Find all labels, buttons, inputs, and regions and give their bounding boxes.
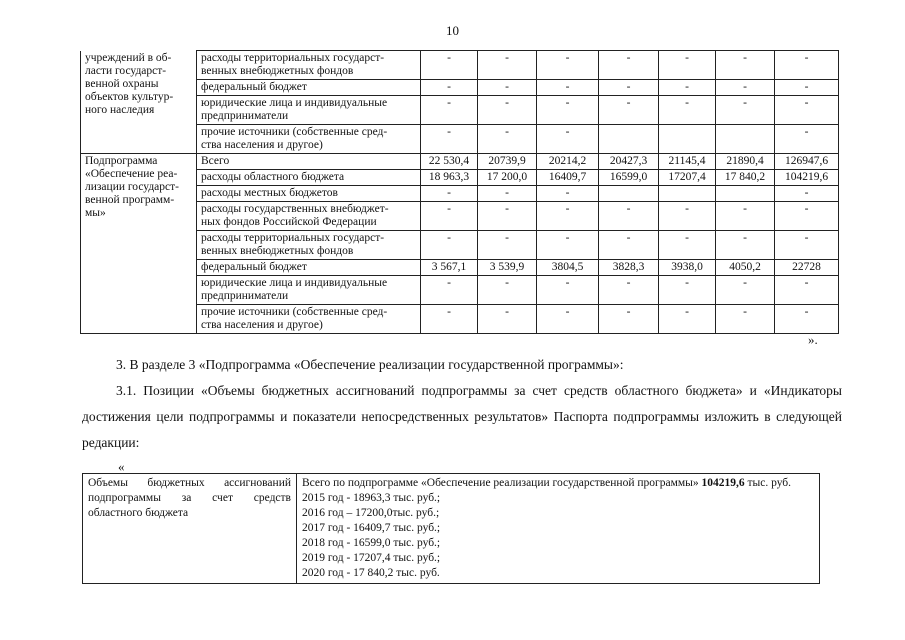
- value-cell: 3 567,1: [421, 260, 478, 276]
- table-row: [81, 154, 839, 170]
- value-cell: -: [421, 276, 478, 305]
- row-group-name: Подпрограмма «Обеспечение реа- лизации государст- венной программ- мы»: [81, 154, 197, 334]
- value-cell: 17 840,2: [716, 170, 775, 186]
- value-cell: 17 200,0: [478, 170, 537, 186]
- value-cell: -: [537, 276, 599, 305]
- passport-content: [297, 474, 820, 584]
- value-cell: -: [599, 276, 659, 305]
- value-cell: -: [659, 202, 716, 231]
- year-line: 2016 год – 17200,0тыс. руб.;: [302, 507, 440, 519]
- value-cell: 22728: [775, 260, 839, 276]
- value-cell: -: [775, 231, 839, 260]
- funding-source: расходы областного бюджета: [197, 170, 421, 186]
- table-row: [81, 51, 839, 80]
- value-cell: 126947,6: [775, 154, 839, 170]
- value-cell: -: [716, 96, 775, 125]
- value-cell: -: [659, 231, 716, 260]
- value-cell: 3 539,9: [478, 260, 537, 276]
- value-cell: [659, 186, 716, 202]
- value-cell: [599, 125, 659, 154]
- value-cell: 18 963,3: [421, 170, 478, 186]
- page-number: 10: [446, 23, 459, 38]
- value-cell: -: [478, 186, 537, 202]
- value-cell: -: [716, 231, 775, 260]
- value-cell: [716, 125, 775, 154]
- passport-row: [83, 474, 820, 584]
- year-line: 2018 год - 16599,0 тыс. руб.;: [302, 537, 441, 549]
- funding-source: прочие источники (собственные сред- ства населения и другое): [197, 125, 421, 154]
- row-group-name: учреждений в об- ласти государст- венной охраны объектов культур- ного наследия: [81, 51, 197, 154]
- value-cell: -: [716, 80, 775, 96]
- value-cell: -: [537, 231, 599, 260]
- value-cell: 3804,5: [537, 260, 599, 276]
- value-cell: 4050,2: [716, 260, 775, 276]
- value-cell: -: [775, 186, 839, 202]
- value-cell: -: [421, 186, 478, 202]
- value-cell: -: [716, 202, 775, 231]
- value-cell: -: [659, 276, 716, 305]
- funding-source: юридические лица и индивидуальные предприниматели: [197, 96, 421, 125]
- funding-source: юридические лица и индивидуальные предприниматели: [197, 276, 421, 305]
- value-cell: 20214,2: [537, 154, 599, 170]
- value-cell: 3828,3: [599, 260, 659, 276]
- value-cell: -: [478, 305, 537, 334]
- value-cell: -: [478, 231, 537, 260]
- value-cell: -: [537, 51, 599, 80]
- closing-quote: ».: [808, 332, 818, 347]
- value-cell: 21145,4: [659, 154, 716, 170]
- value-cell: -: [478, 96, 537, 125]
- value-cell: -: [775, 276, 839, 305]
- value-cell: 21890,4: [716, 154, 775, 170]
- total-value: 104219,6: [701, 477, 745, 489]
- paragraph-section-3-1: 3.1. Позиции «Объемы бюджетных ассигнований подпрограммы за счет средств областного бюджета» и «Индикаторы достижения цели подпрограммы и показатели непосредственных результатов» Паспорта подпрограммы изложить в следующей редакции:: [82, 383, 842, 450]
- value-cell: -: [599, 51, 659, 80]
- passport-label: Объемы бюджетных ассигнований подпрограммы за счет средств областного бюджета: [83, 474, 297, 584]
- value-cell: -: [421, 231, 478, 260]
- passport-total: [302, 477, 791, 489]
- value-cell: -: [537, 305, 599, 334]
- total-suffix: тыс. руб.: [744, 477, 792, 489]
- value-cell: -: [716, 276, 775, 305]
- value-cell: -: [599, 231, 659, 260]
- value-cell: -: [775, 51, 839, 80]
- passport-years: [302, 491, 814, 581]
- value-cell: -: [716, 305, 775, 334]
- funding-source: расходы территориальных государст- венных внебюджетных фондов: [197, 51, 421, 80]
- value-cell: -: [537, 80, 599, 96]
- value-cell: 20739,9: [478, 154, 537, 170]
- value-cell: -: [537, 125, 599, 154]
- value-cell: -: [659, 80, 716, 96]
- value-cell: -: [421, 51, 478, 80]
- passport-table: [82, 473, 820, 584]
- funding-source: прочие источники (собственные сред- ства населения и другое): [197, 305, 421, 334]
- value-cell: -: [537, 202, 599, 231]
- value-cell: -: [599, 202, 659, 231]
- year-line: 2015 год - 18963,3 тыс. руб.;: [302, 492, 441, 504]
- value-cell: 104219,6: [775, 170, 839, 186]
- year-line: 2020 год - 17 840,2 тыс. руб.: [302, 567, 440, 579]
- value-cell: [716, 186, 775, 202]
- value-cell: -: [421, 305, 478, 334]
- value-cell: -: [537, 96, 599, 125]
- value-cell: -: [478, 202, 537, 231]
- value-cell: -: [599, 80, 659, 96]
- value-cell: -: [421, 202, 478, 231]
- value-cell: -: [421, 80, 478, 96]
- value-cell: [659, 125, 716, 154]
- funding-source: федеральный бюджет: [197, 80, 421, 96]
- value-cell: [599, 186, 659, 202]
- value-cell: -: [421, 125, 478, 154]
- value-cell: -: [775, 202, 839, 231]
- value-cell: -: [659, 96, 716, 125]
- value-cell: -: [659, 51, 716, 80]
- value-cell: -: [599, 96, 659, 125]
- paragraph-section-3: 3. В разделе 3 «Подпрограмма «Обеспечение реализации государственной программы»:: [116, 357, 624, 372]
- funding-source: расходы государственных внебюджет- ных фондов Российской Федерации: [197, 202, 421, 231]
- value-cell: 20427,3: [599, 154, 659, 170]
- value-cell: 16409,7: [537, 170, 599, 186]
- funding-source: расходы местных бюджетов: [197, 186, 421, 202]
- opening-quote: «: [118, 459, 125, 474]
- value-cell: -: [775, 125, 839, 154]
- funding-source: федеральный бюджет: [197, 260, 421, 276]
- value-cell: -: [478, 276, 537, 305]
- value-cell: -: [659, 305, 716, 334]
- total-prefix: Всего по подпрограмме «Обеспечение реализации государственной программы»: [302, 477, 702, 489]
- value-cell: 22 530,4: [421, 154, 478, 170]
- finance-table: [80, 50, 839, 334]
- value-cell: 3938,0: [659, 260, 716, 276]
- value-cell: -: [599, 305, 659, 334]
- value-cell: -: [478, 80, 537, 96]
- value-cell: -: [775, 305, 839, 334]
- value-cell: -: [421, 96, 478, 125]
- year-line: 2017 год - 16409,7 тыс. руб.;: [302, 522, 441, 534]
- value-cell: -: [716, 51, 775, 80]
- funding-source: расходы территориальных государст- венных внебюджетных фондов: [197, 231, 421, 260]
- value-cell: -: [775, 96, 839, 125]
- year-line: 2019 год - 17207,4 тыс. руб.;: [302, 552, 441, 564]
- funding-source: Всего: [197, 154, 421, 170]
- value-cell: -: [537, 186, 599, 202]
- value-cell: -: [478, 125, 537, 154]
- value-cell: -: [478, 51, 537, 80]
- value-cell: -: [775, 80, 839, 96]
- value-cell: 16599,0: [599, 170, 659, 186]
- value-cell: 17207,4: [659, 170, 716, 186]
